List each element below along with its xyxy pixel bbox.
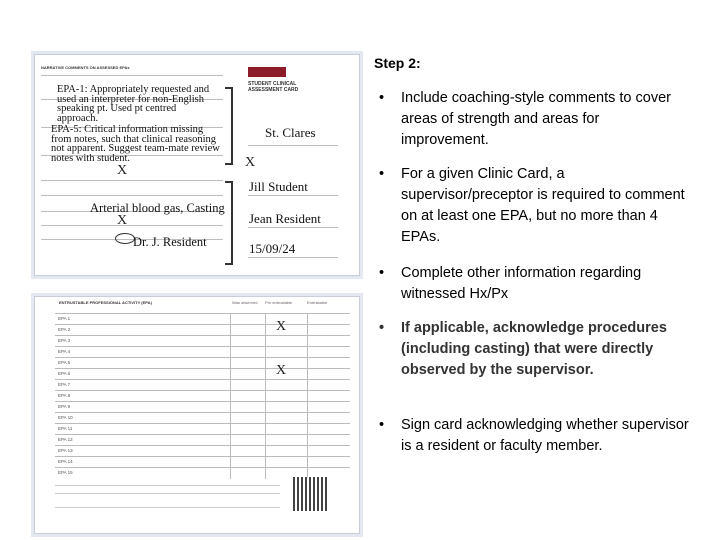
rule — [41, 180, 223, 181]
epa-row-label: EPA 8 — [58, 393, 71, 398]
procedure-x-mark: X — [117, 213, 128, 228]
epa-row-label: EPA 14 — [58, 459, 73, 464]
epa-row-label: EPA 11 — [58, 426, 73, 431]
epa-row-label: EPA 7 — [58, 382, 71, 387]
epa1-comment: EPA-1: Appropriately requested and used an interpreter for non-English speaking pt. Used pt centred approach. — [57, 84, 210, 124]
epa-row-label: EPA 1 — [58, 316, 71, 321]
epa-cell-divider — [230, 468, 231, 479]
hx-x-mark: X — [117, 163, 128, 178]
card-title-1: STUDENT CLINICAL — [248, 81, 297, 87]
col-observed: Was observed — [232, 300, 258, 305]
clinical-card-back — [34, 296, 360, 534]
student-value: Jill Student — [249, 179, 308, 194]
rule — [41, 75, 223, 76]
rule — [248, 195, 338, 196]
qr-code — [293, 477, 327, 511]
epa-row-label: EPA 10 — [58, 415, 73, 420]
col-pre: Pre entrustable — [265, 300, 293, 305]
bullet-dot: • — [379, 166, 385, 182]
bullet-dot: • — [379, 320, 385, 336]
epa-table-wrap — [35, 297, 359, 533]
narrative-section-title: NARRATIVE COMMENTS ON ASSESSED EPAs — [41, 65, 130, 70]
bullet-text: If applicable, acknowledge procedures (including casting) that were directly observed by the supervisor. — [401, 320, 667, 378]
duty-x-mark: X — [245, 155, 256, 170]
bullet-dot: • — [379, 90, 385, 106]
card-title-2: ASSESSMENT CARD — [248, 87, 299, 93]
bullet-text: Include coaching-style comments to cover areas of strength and areas for improvement. — [401, 90, 671, 148]
rule — [248, 145, 338, 146]
rule — [55, 493, 280, 494]
epa-row-label: EPA 9 — [58, 404, 71, 409]
epa-cell-divider — [265, 468, 266, 479]
epa-row-label: EPA 6 — [58, 371, 71, 376]
clinical-card-front — [34, 54, 360, 276]
rule — [55, 485, 280, 486]
site-value: St. Clares — [265, 125, 316, 140]
epa1-x-mark: X — [276, 319, 287, 334]
procedure-text: Arterial blood gas, Casting — [90, 201, 225, 215]
bullet-text: Sign card acknowledging whether supervisor is a resident or faculty member. — [401, 417, 689, 454]
bullet-text: Complete other information regarding witnessed Hx/Px — [401, 265, 642, 302]
bullet-dot: • — [379, 265, 385, 281]
epa-row-label: EPA 2 — [58, 327, 71, 332]
epa-row-label: EPA 3 — [58, 338, 71, 343]
rule — [55, 507, 280, 508]
rule — [41, 195, 223, 196]
bullet-text: For a given Clinic Card, a supervisor/preceptor is required to comment on at least one EPA, but no more than 4 EPAs. — [401, 166, 685, 245]
epa-row-label: EPA 5 — [58, 360, 71, 365]
rule — [248, 257, 338, 258]
epa-table-title: ENTRUSTABLE PROFESSIONAL ACTIVITY (EPA) — [59, 300, 152, 305]
epa5-comment: EPA-5: Critical information missing from notes, such that clinical reasoning not apparent. Suggest team-mate review notes with student. — [51, 124, 220, 164]
bracket — [225, 87, 233, 165]
supervisor-signature: Dr. J. Resident — [133, 235, 207, 249]
university-logo — [248, 67, 286, 77]
epa-row-label: EPA 13 — [58, 448, 73, 453]
col-entrust: Entrustable — [307, 300, 328, 305]
rule — [41, 225, 223, 226]
epa-row-label: EPA 4 — [58, 349, 71, 354]
epa-row-label: EPA 15 — [58, 470, 73, 475]
resident-circle — [115, 233, 135, 244]
epa-row-label: EPA 12 — [58, 437, 73, 442]
date-value: 15/09/24 — [249, 241, 296, 256]
epa5-x-mark: X — [276, 363, 287, 378]
preceptor-value: Jean Resident — [249, 211, 321, 226]
rule — [248, 227, 338, 228]
step-title: Step 2: — [374, 55, 421, 71]
bullet-dot: • — [379, 417, 385, 433]
bracket — [225, 181, 233, 265]
